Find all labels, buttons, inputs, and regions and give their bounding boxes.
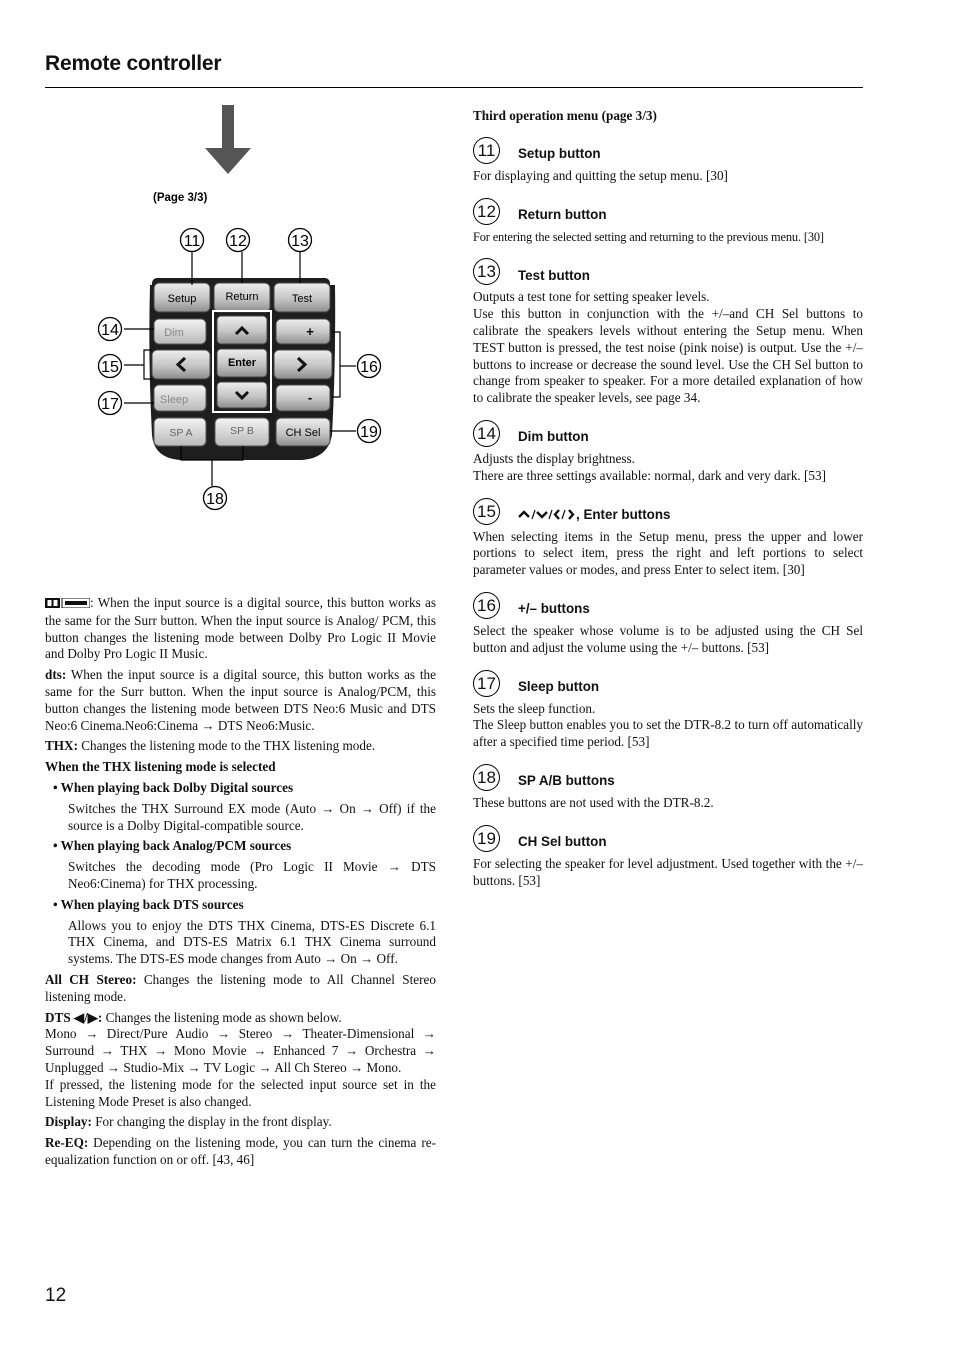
callout-12 xyxy=(227,229,250,252)
svg-text:-: - xyxy=(307,390,313,405)
sleep-button[interactable] xyxy=(154,385,206,411)
right-column xyxy=(473,108,863,899)
dim-button[interactable] xyxy=(154,319,206,344)
page-label: (Page 3/3) xyxy=(153,192,208,204)
left-arrow-button[interactable] xyxy=(152,350,210,379)
right-arrow-button[interactable] xyxy=(274,350,332,379)
minus-button[interactable] xyxy=(276,385,330,411)
page-title: Remote controller xyxy=(45,52,222,75)
allch-paragraph: All CH Stereo: Changes the listening mode to All Channel Stereo listening mode. xyxy=(45,971,436,1004)
thx-selected-heading: When the THX listening mode is selected xyxy=(45,759,276,775)
thx-paragraph: THX: Changes the listening mode to the THX listening mode. xyxy=(45,738,376,754)
sub-text-dolby: Switches the THX Surround EX mode (Auto → On → Off) if the source is a Dolby Digital-compatible source. xyxy=(68,800,436,833)
svg-text:Dim: Dim xyxy=(164,327,184,339)
number-badge: 12 xyxy=(473,198,500,225)
item-title: Test button xyxy=(518,267,590,283)
down-arrow-button[interactable] xyxy=(217,382,267,408)
callout-19 xyxy=(358,420,381,443)
return-button[interactable] xyxy=(214,283,270,312)
item-test: 13 Test button Outputs a test tone for setting speaker levels. Use this button in conjunction with the +/–and CH Sel buttons to calibrate the speakers levels without entering the Setup menu. When TEST button is pressed, the test noise (pink noise) is output. Use the +/– buttons to increase or decrease the sound level. Use the CH Sel button to change from speaker to speaker. For a more detailed explanation of how to calibrate the speaker levels, see page 34. xyxy=(473,255,863,407)
display-paragraph: Display: For changing the display in the front display. xyxy=(45,1114,332,1130)
callout-15 xyxy=(99,355,122,378)
number-badge: 16 xyxy=(473,592,500,619)
dts-paragraph: dts: When the input source is a digital source, this button works as the same for the Surr button. When the input source is Analog/PCM, this button changes the listening mode between DTS Neo:6 Music and DTS Neo:6 Cinema.Neo6:Cinema → DTS Neo6:Music. xyxy=(45,667,436,733)
item-title: Return button xyxy=(518,206,607,222)
dolby-logo-icon xyxy=(45,596,90,613)
svg-text:16: 16 xyxy=(360,359,378,376)
item-title: , Enter buttons xyxy=(518,507,670,524)
plus-button[interactable] xyxy=(276,319,330,344)
sub-heading-dolby: • When playing back Dolby Digital sources xyxy=(53,779,294,795)
svg-text:12: 12 xyxy=(229,233,247,250)
item-return: 12 Return button For entering the selected setting and returning to the previous menu. [30] xyxy=(473,195,863,246)
number-badge: 17 xyxy=(473,670,500,697)
item-sleep: 17 Sleep button Sets the sleep function. The Sleep button enables you to set the DTR-8.2 to turn off automatically after a specified time period. [53] xyxy=(473,667,863,751)
item-dim: 14 Dim button Adjusts the display brightness. There are three settings available: normal, dark and very dark. [53] xyxy=(473,417,863,485)
sub-text-pcm: Switches the decoding mode (Pro Logic II Movie → DTS Neo6:Cinema) for THX processing. xyxy=(68,859,436,891)
item-title: Setup button xyxy=(518,146,601,161)
svg-text:CH Sel: CH Sel xyxy=(285,427,321,439)
svg-text:15: 15 xyxy=(101,359,119,376)
dolby-paragraph: : When the input source is a digital source, this button works as the same for the Surr button. When the input source is Analog/ PCM, this button changes the listening mode between Dolby Pro Logic II Movie and Dolby Pro Logic II Music. xyxy=(45,595,436,662)
item-title: Sleep button xyxy=(518,678,600,694)
svg-text:Enter: Enter xyxy=(227,357,257,369)
item-setup: 11 Setup button For displaying and quitting the setup menu. [30] xyxy=(473,134,863,185)
svg-text:Setup: Setup xyxy=(167,293,197,305)
number-badge: 15 xyxy=(473,498,500,525)
callout-13 xyxy=(289,229,312,252)
item-sp-ab: 18 SP A/B buttons These buttons are not used with the DTR-8.2. xyxy=(473,761,863,812)
remote-diagram xyxy=(40,100,440,520)
svg-text:19: 19 xyxy=(360,424,378,441)
number-badge: 18 xyxy=(473,764,500,791)
sub-text-dts: Allows you to enjoy the DTS THX Cinema, DTS-ES Discrete 6.1 THX Cinema, and DTS-ES Matrix 6.1 THX Cinema surround systems. The DTS-ES mode changes from Auto → On → Off. xyxy=(68,917,436,967)
callout-16 xyxy=(358,355,381,378)
reeq-paragraph: Re-EQ: Depending on the listening mode, you can turn the cinema re-equalization function on or off. [43, 46] xyxy=(45,1135,436,1167)
item-ch-sel: 19 CH Sel button For selecting the speaker for level adjustment. Used together with the +/– buttons. [53] xyxy=(473,822,863,890)
svg-text:11: 11 xyxy=(183,233,201,250)
svg-text:13: 13 xyxy=(291,233,309,250)
number-badge: 11 xyxy=(473,137,500,164)
page-header xyxy=(45,52,863,88)
dts-arrow-paragraph: DTS ◀/▶: Changes the listening mode as shown below. Mono → Direct/Pure Audio → Stereo → Theater-Dimensional → Surround → THX → Mono Movie → Enhanced 7 → Orchestra → Unplugged → Studio-Mix → TV Logic → All Ch Stereo → Mono. If pressed, the listening mode for the selected input source set in the Listening Mode Preset is also changed. xyxy=(45,1009,436,1109)
item-plus-minus: 16 +/– buttons Select the speaker whose volume is to be adjusted using the CH Sel button and adjust the volume using the +/– buttons. [53] xyxy=(473,589,863,657)
up-arrow-button[interactable] xyxy=(217,316,267,344)
sp-b-button[interactable] xyxy=(215,418,269,446)
svg-text:14: 14 xyxy=(101,322,119,339)
callout-18 xyxy=(204,487,227,510)
svg-text:18: 18 xyxy=(206,491,224,508)
callout-17 xyxy=(99,392,122,415)
down-arrow-icon xyxy=(205,105,251,174)
item-title: Dim button xyxy=(518,429,589,445)
number-badge: 19 xyxy=(473,825,500,852)
svg-text:Test: Test xyxy=(291,293,313,305)
menu-title: Third operation menu (page 3/3) xyxy=(473,108,657,123)
number-badge: 14 xyxy=(473,420,500,447)
sp-a-button[interactable] xyxy=(154,418,206,446)
item-title: SP A/B buttons xyxy=(518,773,615,789)
callout-14 xyxy=(99,318,122,341)
setup-button[interactable] xyxy=(154,283,210,312)
enter-button[interactable] xyxy=(217,349,267,377)
svg-text:17: 17 xyxy=(101,396,119,413)
svg-text:Return: Return xyxy=(225,291,259,303)
item-title: +/– buttons xyxy=(518,601,590,617)
svg-text:+: + xyxy=(306,324,314,339)
left-column-text xyxy=(45,595,436,1173)
item-title: CH Sel button xyxy=(518,833,607,849)
test-button[interactable] xyxy=(274,283,330,312)
remote-diagram-svg xyxy=(40,100,440,520)
arrow-keys-icon xyxy=(518,509,576,520)
page-number: 12 xyxy=(45,1285,67,1306)
sub-heading-pcm: • When playing back Analog/PCM sources xyxy=(53,838,292,854)
svg-text:Sleep: Sleep xyxy=(159,394,189,406)
svg-text:SP B: SP B xyxy=(230,425,254,437)
callout-11 xyxy=(181,229,204,252)
item-enter: 15 , Enter buttons When selecting items in the Setup menu, press the upper and lower portions to select item, press the right and left portions to select parameter values or modes, and press Enter to select item. [30] xyxy=(473,495,863,579)
number-badge: 13 xyxy=(473,258,500,285)
sub-heading-dts: • When playing back DTS sources xyxy=(53,896,244,912)
svg-text:SP A: SP A xyxy=(169,427,193,439)
ch-sel-button[interactable] xyxy=(276,418,330,446)
